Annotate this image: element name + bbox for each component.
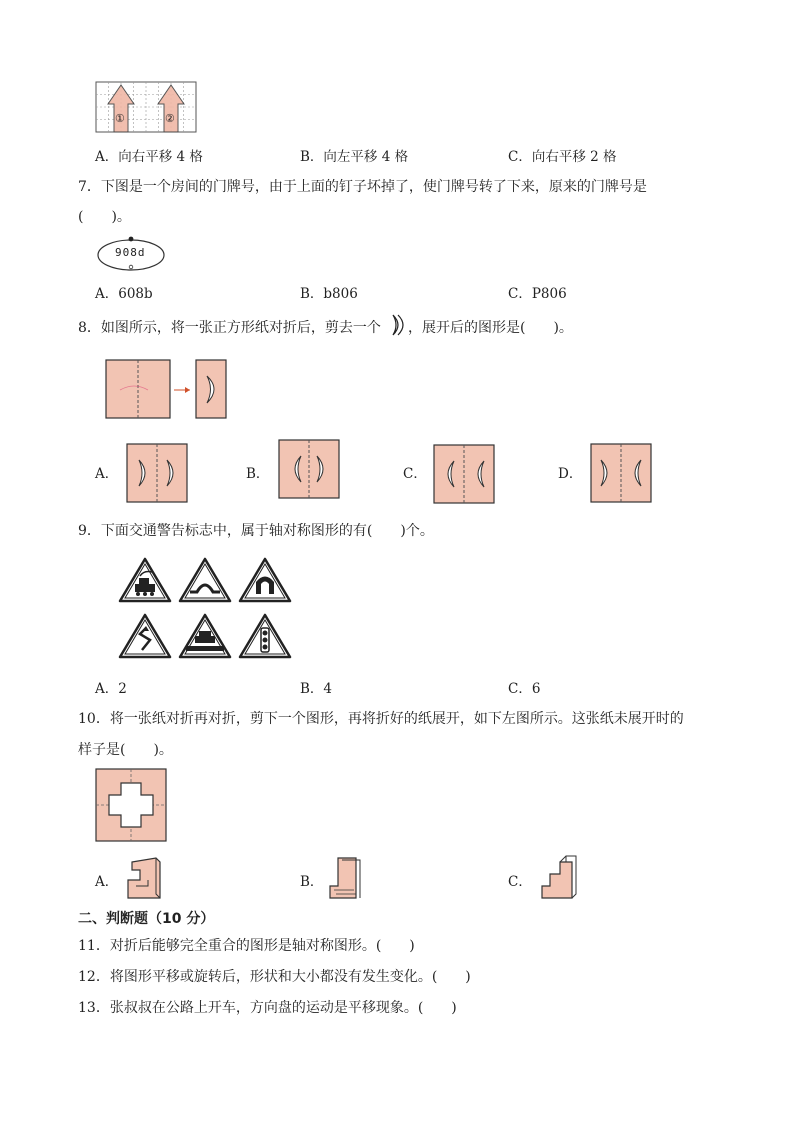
q6-option-b[interactable]: B．向左平移 4 格 [300, 149, 409, 165]
q10-unfolded-paper [96, 769, 166, 841]
q10-option-b-figure[interactable] [326, 856, 368, 900]
arrow-1-label: ① [115, 112, 125, 125]
q12-statement[interactable]: 12．将图形平移或旋转后，形状和大小都没有发生变化。( ) [78, 969, 471, 985]
tunnel-sign-icon [240, 559, 290, 601]
traffic-signs-figure [118, 556, 292, 660]
q8-option-d-figure[interactable] [591, 444, 651, 502]
door-number-sign [96, 234, 166, 272]
q8-option-b-letter[interactable]: B． [246, 466, 270, 482]
section2-heading: 二、判断题（10 分） [78, 911, 215, 927]
q10-option-a-letter[interactable]: A． [95, 874, 119, 890]
q10-stem-line1: 10．将一张纸对折再对折，剪下一个图形，再将折好的纸展开，如下左图所示。这张纸未展开时的 [78, 711, 684, 727]
q10-stem-line2: 样子是( )。 [78, 742, 173, 758]
q13-statement[interactable]: 13．张叔叔在公路上开车，方向盘的运动是平移现象。( ) [78, 1000, 457, 1016]
q10-option-c-letter[interactable]: C． [508, 874, 532, 890]
q10-option-a-figure[interactable] [122, 856, 164, 900]
q9-option-a[interactable]: A．2 [95, 681, 127, 697]
curve-road-sign-icon [120, 615, 170, 657]
q7-stem-line1: 7．下图是一个房间的门牌号，由于上面的钉子坏掉了，使门牌号转了下来，原来的门牌号是 [78, 179, 647, 195]
q6-option-c[interactable]: C．向右平移 2 格 [508, 149, 617, 165]
q8-option-c-letter[interactable]: C． [403, 466, 427, 482]
ferry-sign-icon [180, 615, 230, 657]
q7-option-b[interactable]: B．b806 [300, 286, 358, 302]
q8-option-b-figure[interactable] [279, 440, 339, 498]
q10-option-b-letter[interactable]: B． [300, 874, 324, 890]
q8-option-a-figure[interactable] [127, 444, 187, 502]
q10-option-c-figure[interactable] [538, 854, 580, 900]
q9-option-c[interactable]: C．6 [508, 681, 541, 697]
q8-option-d-letter[interactable]: D． [558, 466, 583, 482]
q9-stem: 9．下面交通警告标志中，属于轴对称图形的有( )个。 [78, 523, 434, 539]
q6-grid-figure [96, 82, 196, 132]
hump-road-sign-icon [180, 559, 230, 601]
q8-fold-diagram [106, 360, 228, 420]
q8-option-c-figure[interactable] [434, 445, 494, 503]
q7-option-c[interactable]: C．P806 [508, 286, 567, 302]
train-crossing-sign-icon [120, 559, 170, 601]
q8-option-a-letter[interactable]: A． [95, 466, 119, 482]
q6-option-a[interactable]: A．向右平移 4 格 [95, 149, 203, 165]
crescent-inline-icon [389, 313, 407, 337]
q7-stem-line2: ( )。 [78, 209, 131, 225]
arrow-2-label: ② [165, 112, 175, 125]
q9-option-b[interactable]: B．4 [300, 681, 333, 697]
q8-stem: 8．如图所示，将一张正方形纸对折后，剪去一个 [78, 320, 381, 336]
q8-stem-tail: ，展开后的图形是( )。 [408, 320, 573, 336]
q7-option-a[interactable]: A．608b [95, 286, 153, 302]
door-number-text: 908d [115, 246, 146, 259]
traffic-light-sign-icon [240, 615, 290, 657]
q11-statement[interactable]: 11．对折后能够完全重合的图形是轴对称图形。( ) [78, 938, 415, 954]
